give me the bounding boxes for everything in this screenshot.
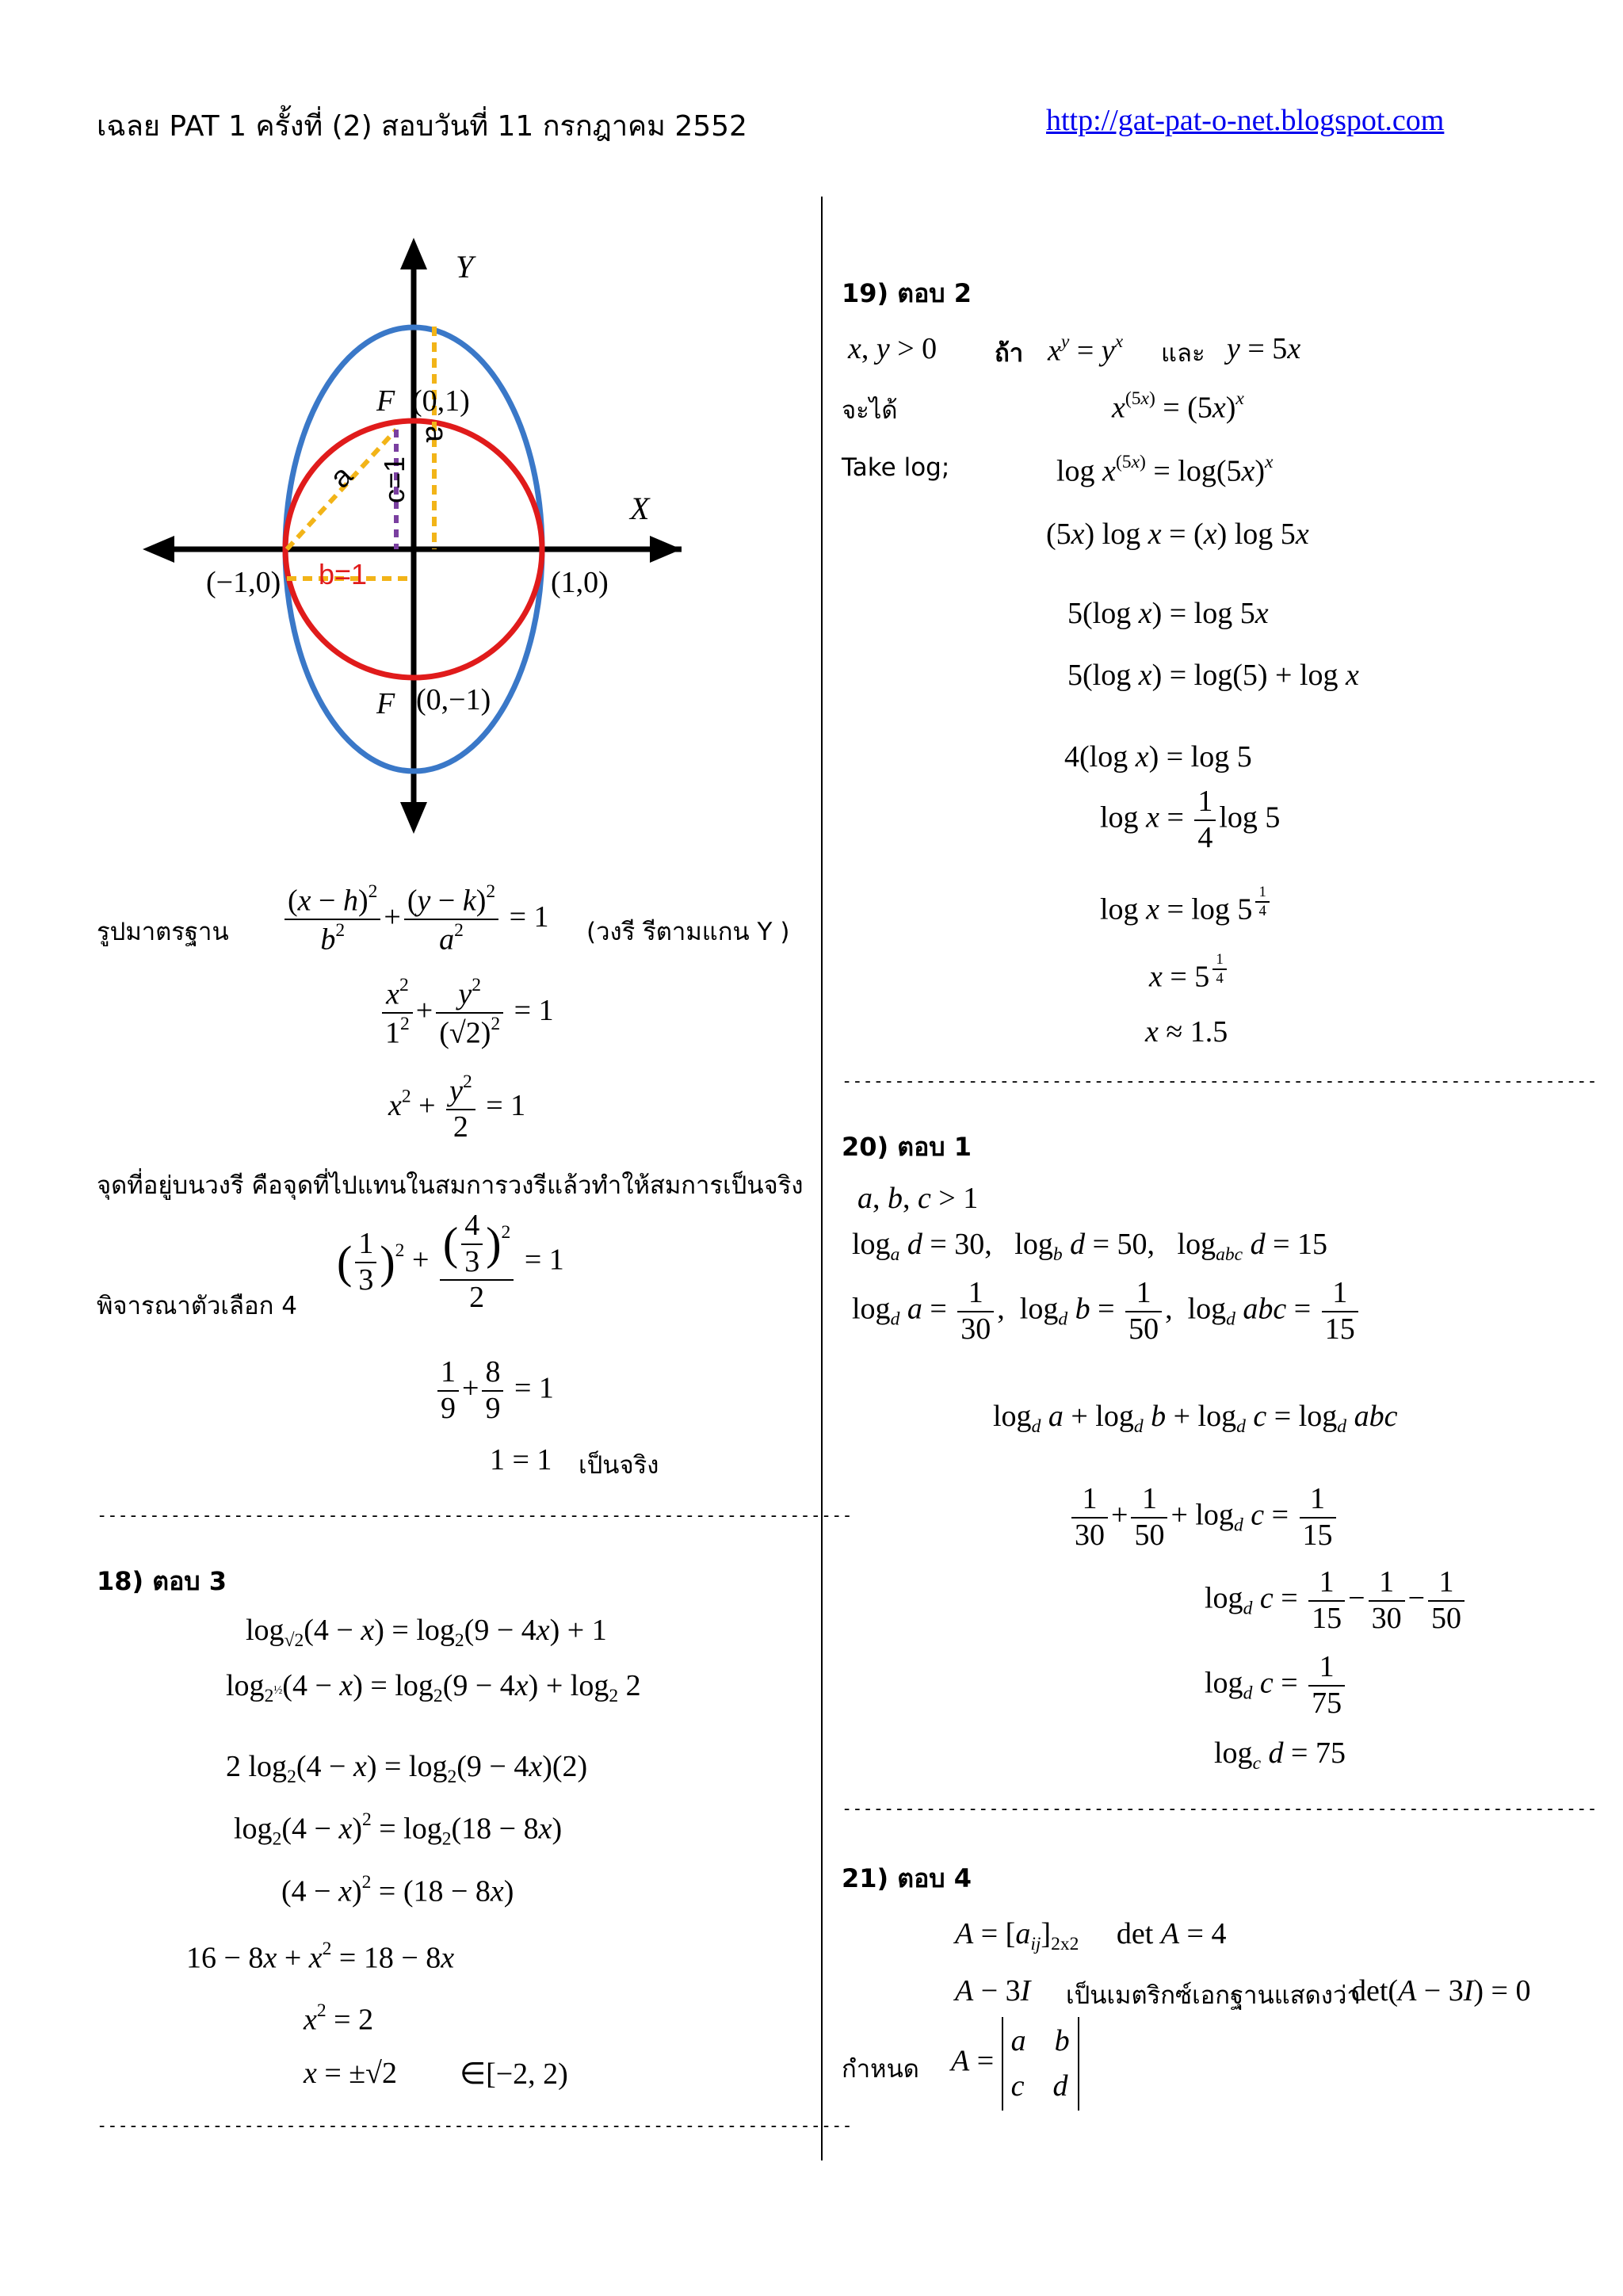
q18-line6: $16 - 8x + x^2 = 18 - 8x$ — [186, 1939, 455, 1975]
q20-result: $\log_c d = 75$ — [1214, 1736, 1346, 1775]
label-a-vertical: a — [419, 426, 453, 443]
q19-given-1: $x^y = y^x$ — [1048, 331, 1124, 368]
std-form-note: (วงรี รีตามแกน Y ) — [586, 918, 790, 946]
q20-condition: a, b, c > 1 — [857, 1182, 979, 1215]
on-curve-note: จุดที่อยู่บนวงรี คือจุดที่ไปแทนในสมการวงรีแล้วทำให้สมการเป็นจริง — [97, 1171, 804, 1200]
separator-q18: ------------------------------------------------------------------------ — [97, 2116, 853, 2136]
check-option-label: พิจารณาตัวเลือก 4 — [97, 1292, 297, 1320]
q18-title: 18) ตอบ 3 — [97, 1566, 227, 1596]
separator-q19: ------------------------------------------------------------------------ — [842, 1072, 1598, 1091]
label-x: X — [630, 491, 650, 526]
q20-title: 20) ตอบ 1 — [842, 1132, 972, 1162]
q19-and-word: และ — [1161, 339, 1205, 368]
label-right-point: (1,0) — [551, 566, 609, 599]
q18-interval: ∈[−2, 2) — [460, 2057, 568, 2091]
separator-q20: ------------------------------------------------------------------------ — [842, 1799, 1598, 1819]
q19-log6: log x = $\frac{1}{4}$ log 5 — [1100, 785, 1281, 854]
q18-line3: 2 $\log_2(4 - x) = \log_2(9 - 4x)(2)$ — [226, 1750, 588, 1788]
label-focus-top-letter: F — [376, 384, 395, 418]
q19-log4: 5(log x) = log(5) + log x — [1067, 659, 1359, 692]
q18-line2: $\log_{2^{\frac{1}{2}}}(4 - x) = \log_2(9 - 4x) + \log_2 2$ — [226, 1669, 641, 1707]
std-form-equation: $\frac{(x - h)^2}{b^2}$ + $\frac{(y - k)^2}{a^2}$ = 1 — [281, 881, 549, 957]
q20-step1: $\frac{1}{30}$ + $\frac{1}{50}$ + $\log_d c$ = $\frac{1}{15}$ — [1068, 1482, 1339, 1553]
q21-def: $A = [a_{ij}]_{2x2}$ det A = 4 — [955, 1917, 1227, 1955]
q19-approx: x ≈ 1.5 — [1145, 1015, 1228, 1049]
x-axis-left-arrow — [143, 536, 174, 563]
std-form-label: รูปมาตรฐาน — [97, 918, 229, 946]
q19-title: 19) ตอบ 2 — [842, 278, 972, 308]
y-axis-down-arrow — [400, 802, 427, 834]
label-focus-bottom-letter: F — [376, 687, 395, 720]
ellipse-eq-step2: $x^2$ + $\frac{y^2}{2}$ = 1 — [388, 1072, 526, 1144]
header-url-link[interactable]: http://gat-pat-o-net.blogspot.com — [1046, 104, 1445, 137]
ellipse-figure — [135, 230, 705, 848]
label-a-diagonal: a — [323, 459, 360, 495]
q19-log1: $\log x^{(5x)} = \log(5x)^x$ — [1056, 452, 1274, 488]
q18-line8: x = ±√2 — [304, 2057, 398, 2090]
matrix-A: a b c d — [1002, 2017, 1079, 2111]
q20-step2: $\log_d c$ = $\frac{1}{15}$ − $\frac{1}{30}$ − $\frac{1}{50}$ — [1205, 1565, 1468, 1636]
check-step-result: 1 = 1 — [490, 1443, 552, 1477]
q19-given-2: y = 5x — [1227, 332, 1301, 365]
q20-step3: $\log_d c$ = $\frac{1}{75}$ — [1205, 1650, 1348, 1721]
q19-log3: 5(log x) = log 5x — [1067, 597, 1269, 630]
q20-given: $\log_a d = 30$, $\log_b d = 50$, $\log_{abc} d = 15$ — [852, 1228, 1328, 1266]
q21-det-eq: det(A − 3I) = 0 — [1351, 1974, 1531, 2008]
q19-if-word: ถ้า — [995, 339, 1024, 368]
true-label: เป็นจริง — [579, 1451, 659, 1480]
q19-sub: $x^{(5x)} = (5x)^x$ — [1112, 388, 1244, 425]
q21-matrix-eq: A = a b c d — [951, 2017, 1079, 2111]
label-y: Y — [456, 249, 474, 285]
label-c: c=1 — [378, 456, 411, 503]
label-focus-top: (0,1) — [412, 384, 470, 418]
q19-get-word: จะได้ — [842, 396, 898, 425]
q20-sum: $\log_d a + \log_d b + \log_d c = \log_d$ abc — [993, 1400, 1398, 1438]
q18-line7: $x^2 = 2$ — [304, 2000, 374, 2037]
q21-define-label: กำหนด — [842, 2055, 919, 2084]
q19-result: x = 5 $^{\frac{1}{4}}$ — [1149, 951, 1230, 995]
ellipse-eq-step1: $\frac{x^2}{1^2}$ + $\frac{y^2}{(√2)^2}$ = 1 — [379, 975, 554, 1051]
header-title: เฉลย PAT 1 ครั้งที่ (2) สอบวันที่ 11 กรกฎาคม 2552 — [97, 110, 747, 143]
q18-line1: $\log_{√2}(4 - x) = \log_2(9 - 4x) + 1$ — [246, 1614, 607, 1652]
x-axis-right-arrow — [650, 536, 682, 563]
q21-title: 21) ตอบ 4 — [842, 1863, 972, 1893]
y-axis-up-arrow — [400, 238, 427, 269]
q19-log2: (5x) log x = (x) log 5x — [1046, 518, 1309, 551]
check-step-sum: $\frac{1}{9}$ + $\frac{8}{9}$ = 1 — [434, 1355, 554, 1426]
q20-recip: $\log_d a$ = $\frac{1}{30}$ , $\log_d b$ = $\frac{1}{50}$ , $\log_d$ abc = $\frac{1}{15}$ — [852, 1276, 1361, 1347]
q19-condition: x, y > 0 — [848, 332, 938, 365]
label-focus-bottom: (0,−1) — [416, 683, 491, 716]
check-option-equation: ( $\frac{1}{3}$ )$^2$ + ( $\frac{4}{3}$ )$^2$ 2 = 1 — [337, 1209, 564, 1315]
q18-line4: $\log_2(4 - x)^2 = \log_2(18 - 8x)$ — [234, 1809, 563, 1850]
q19-take-log: Take log; — [842, 453, 950, 482]
label-left-point: (−1,0) — [206, 566, 281, 599]
q21-singular-note: เป็นเมตริกซ์เอกฐานแสดงว่า — [1066, 1981, 1361, 2010]
q19-log7: log x = log 5 $^{\frac{1}{4}}$ — [1100, 884, 1273, 927]
q18-line5: $(4 - x)^2 = (18 - 8x)$ — [281, 1872, 514, 1908]
q21-expr: A − 3I — [955, 1974, 1031, 2008]
label-b: b=1 — [319, 558, 368, 590]
separator-q17: ------------------------------------------------------------------------ — [97, 1506, 853, 1526]
column-divider — [821, 197, 823, 2160]
q19-log5: 4(log x) = log 5 — [1064, 740, 1252, 774]
